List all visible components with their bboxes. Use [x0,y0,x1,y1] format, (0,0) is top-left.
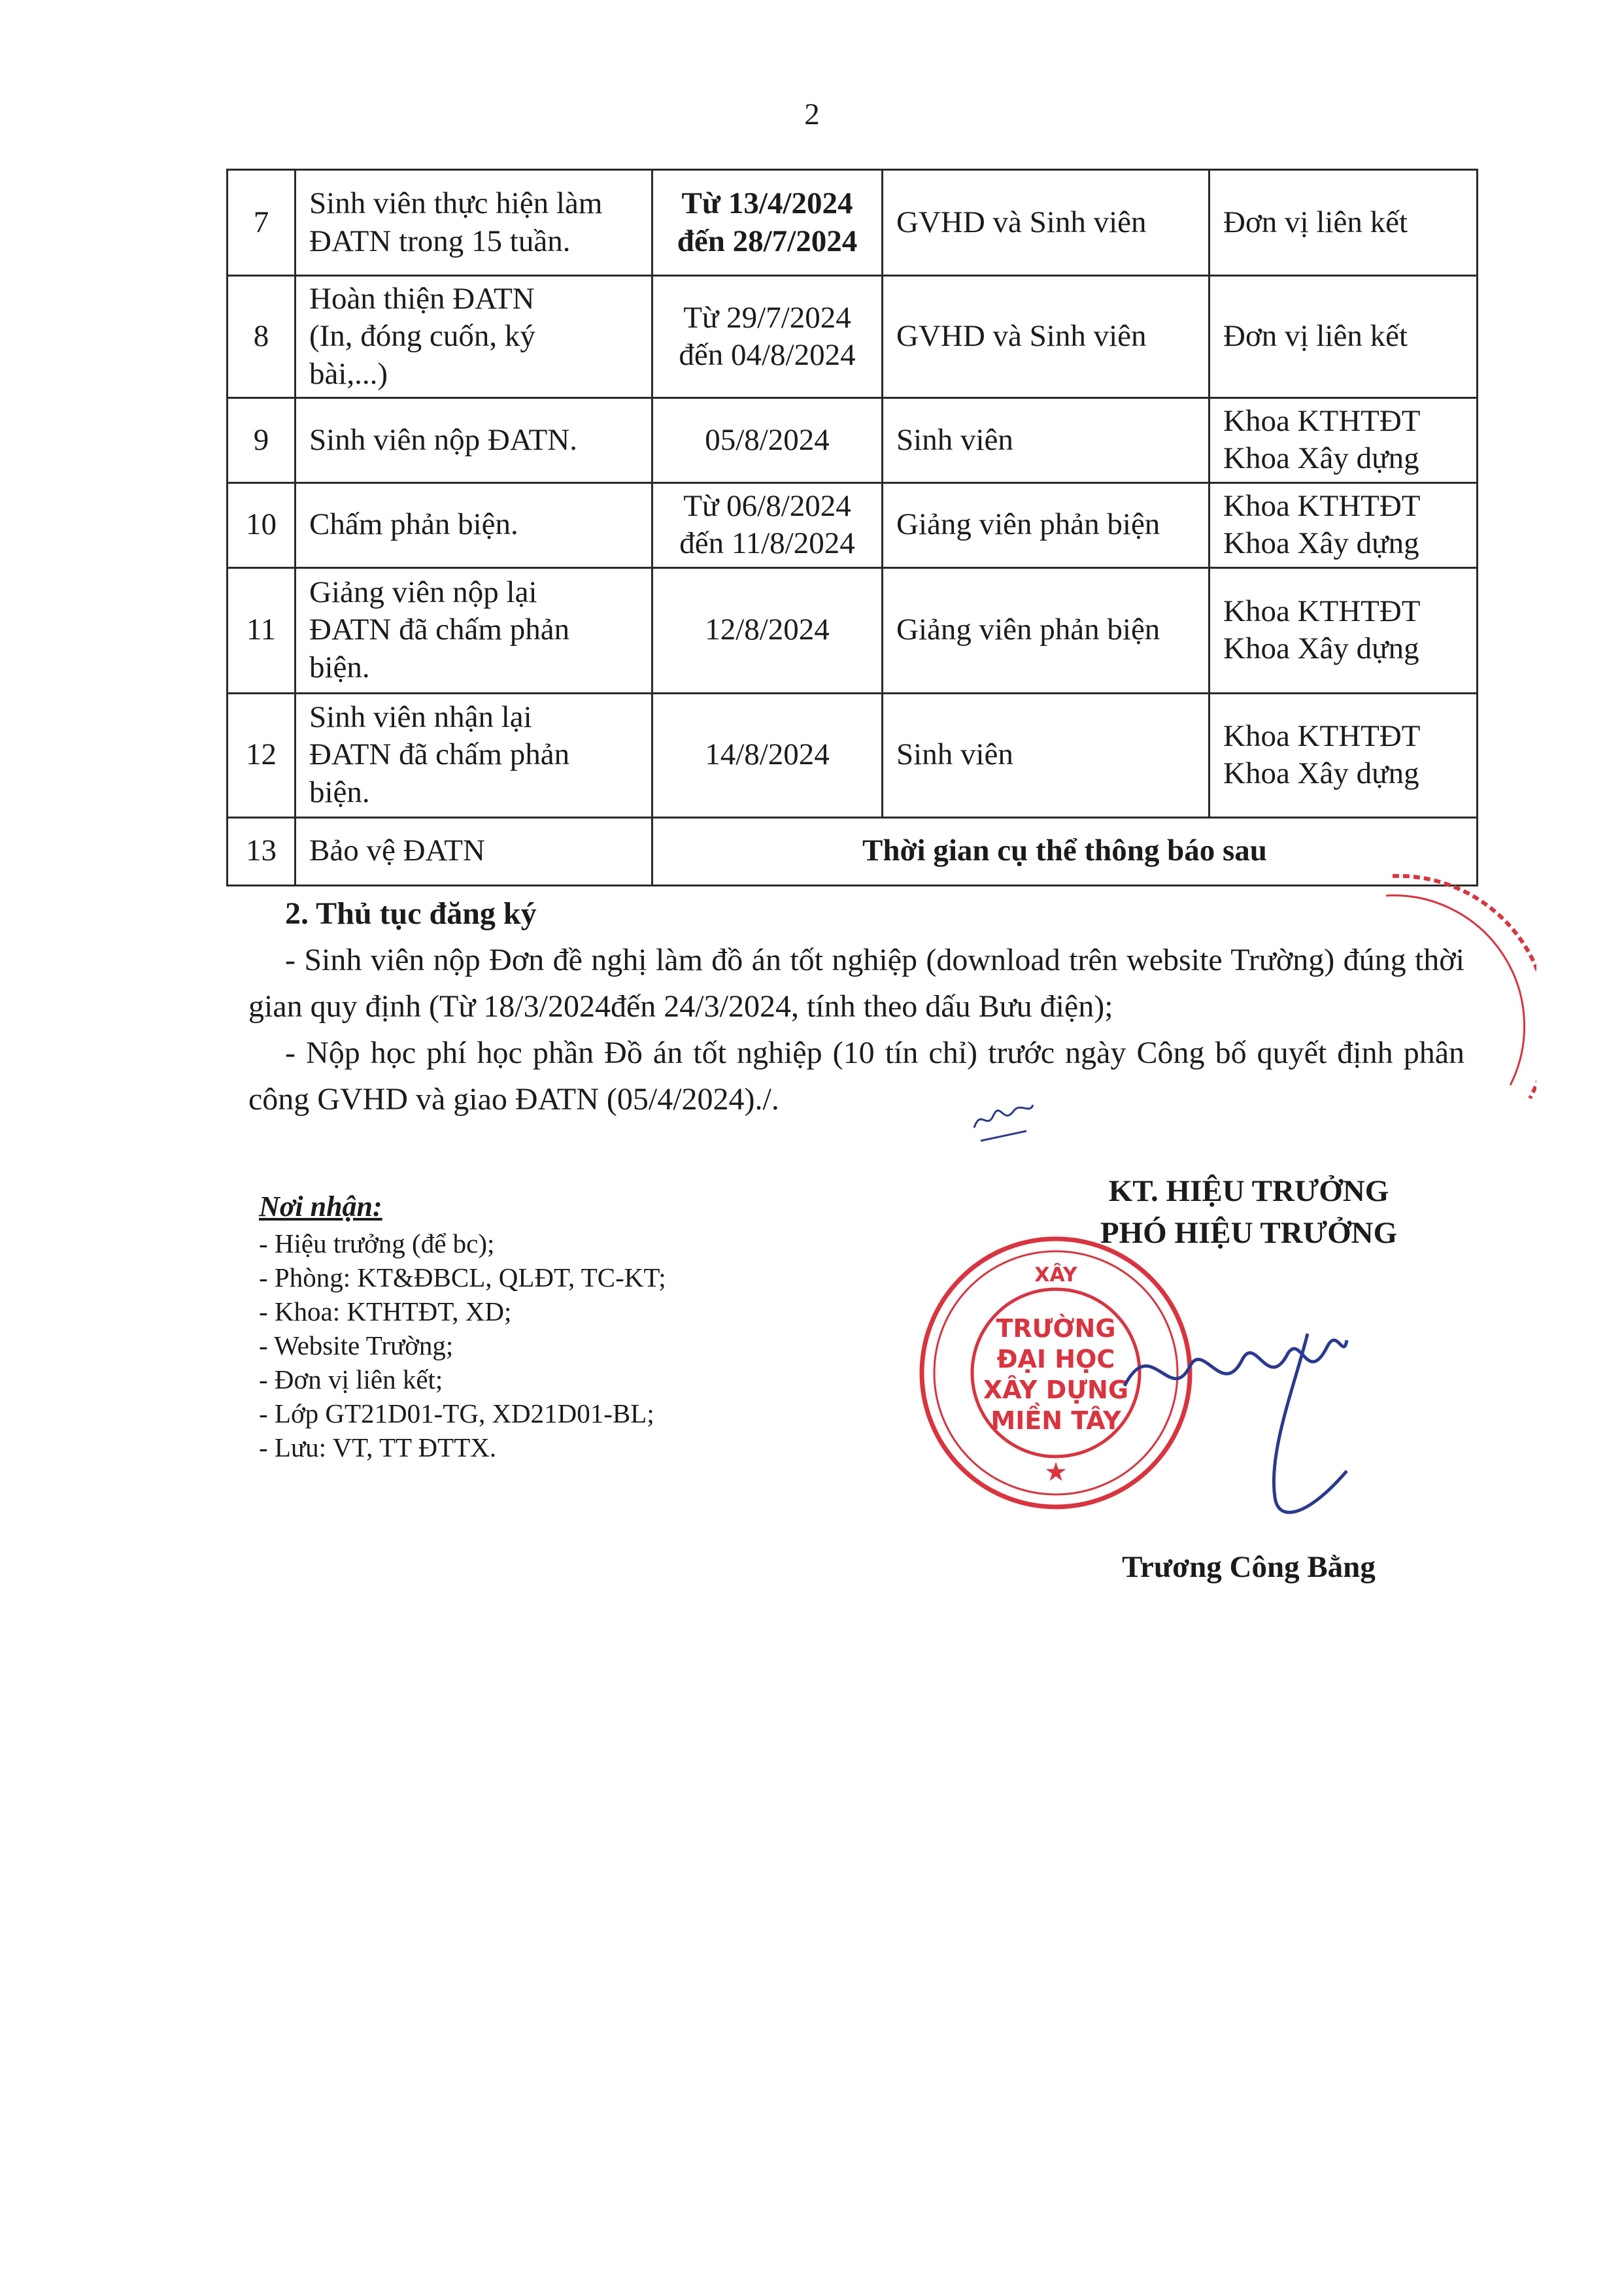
cell-step-number: 7 [228,170,296,276]
cell-time-line: đến 11/8/2024 [679,526,855,561]
cell-unit [1210,482,1478,567]
signature-line-1: KT. HIỆU TRƯỞNG [1108,1174,1389,1208]
cell-unit [1210,567,1478,693]
cell-unit-line: Khoa KTHTĐT [1223,488,1421,523]
cell-responsible: Sinh viên [883,397,1210,482]
recipient-item: - Phòng: KT&ĐBCL, QLĐT, TC-KT; [259,1262,666,1292]
cell-unit [1210,397,1478,482]
cell-task-line: Hoàn thiện ĐATN [309,282,535,316]
cell-responsible: GVHD và Sinh viên [883,170,1210,276]
cell-unit-line: Đơn vị liên kết [1223,319,1408,354]
cell-unit-line: Khoa KTHTĐT [1223,718,1421,753]
page-number: 2 [804,97,820,131]
procedure-paragraph-1: - Sinh viên nộp Đơn đề nghị làm đồ án tốt nghiệp (download trên website Trường) đúng thời gian quy định (Từ 18/3/2024đến 24/3/2024, tính theo dấu Bưu điện); [248,943,1464,1024]
cell-task [296,170,652,276]
recipient-item: - Hiệu trưởng (để bc); [259,1228,495,1258]
cell-time-line: Từ 06/8/2024 [683,488,851,523]
cell-step-number: 13 [228,817,296,885]
cell-task-line: biện. [309,650,370,684]
cell-time [652,170,883,276]
cell-task-line: biện. [309,775,370,809]
table-row [228,170,1478,276]
partial-seal-stamp [1379,850,1536,1151]
table-row [228,693,1478,817]
schedule-table [226,169,1478,886]
cell-time [652,567,883,693]
cell-task [296,397,652,482]
svg-text:XÂY: XÂY [1034,1264,1077,1287]
cell-unit [1210,276,1478,398]
section-heading: 2. Thủ tục đăng ký [285,896,537,931]
cell-responsible: Giảng viên phản biện [883,567,1210,693]
cell-time-line: đến 28/7/2024 [677,224,858,258]
svg-text:MIỀN TÂY: MIỀN TÂY [990,1406,1121,1435]
cell-task-line: Giảng viên nộp lại [309,575,537,610]
cell-unit-line: Khoa KTHTĐT [1223,594,1421,628]
cell-unit-line: Khoa KTHTĐT [1223,403,1421,438]
cell-time-line: đến 04/8/2024 [679,337,856,372]
cell-task-line: Sinh viên nhận lại [309,700,532,735]
cell-merged-note: Thời gian cụ thể thông báo sau [652,817,1478,885]
cell-time [652,397,883,482]
cell-unit [1210,170,1478,276]
cell-task-line: bài,...) [309,356,388,391]
cell-time-line: Từ 29/7/2024 [683,300,851,335]
cell-unit-line: Khoa Xây dựng [1223,632,1419,666]
svg-text:XÂY DỰNG: XÂY DỰNG [983,1375,1129,1404]
cell-step-number: 10 [228,482,296,567]
cell-time-line: 12/8/2024 [705,613,830,647]
cell-task-line: Chấm phản biện. [309,507,518,542]
cell-step-number: 9 [228,397,296,482]
cell-task [296,482,652,567]
cell-time-line: 14/8/2024 [705,737,830,772]
cell-unit [1210,693,1478,817]
cell-responsible: Giảng viên phản biện [883,482,1210,567]
initials-mark [968,1095,1040,1147]
cell-unit-line: Khoa Xây dựng [1223,526,1419,561]
recipients-list [259,1226,847,1464]
cell-task: Bảo vệ ĐATN [296,817,652,885]
cell-task-line: ĐATN đã chấm phản [309,737,570,772]
cell-time [652,482,883,567]
cell-task-line: (In, đóng cuốn, ký [309,319,535,354]
recipients-title: Nơi nhận: [259,1190,382,1223]
cell-task [296,693,652,817]
cell-task-line: ĐATN trong 15 tuần. [309,224,571,258]
handwritten-signature [1111,1307,1360,1530]
cell-time-line: Từ 13/4/2024 [681,186,853,221]
recipient-item: - Website Trường; [259,1330,454,1360]
recipient-item: - Khoa: KTHTĐT, XD; [259,1296,512,1326]
cell-task-line: ĐATN đã chấm phản [309,613,570,647]
table-row [228,276,1478,398]
cell-task [296,276,652,398]
cell-step-number: 8 [228,276,296,398]
table-row [228,817,1478,885]
recipient-item: - Lớp GT21D01-TG, XD21D01-BL; [259,1398,654,1428]
table-row [228,567,1478,693]
cell-unit-line: Khoa Xây dựng [1223,756,1419,791]
cell-step-number: 12 [228,693,296,817]
table-row [228,482,1478,567]
svg-text:★: ★ [1044,1457,1068,1487]
signature-line-2: PHÓ HIỆU TRƯỞNG [1100,1216,1398,1250]
cell-step-number: 11 [228,567,296,693]
procedure-paragraph-2: - Nộp học phí học phần Đồ án tốt nghiệp (10 tín chỉ) trước ngày Công bố quyết định phân công GVHD và giao ĐATN (05/4/2024)./. [248,1036,1464,1117]
signer-name: Trương Công Bằng [1122,1550,1376,1584]
cell-task-line: Sinh viên thực hiện làm [309,186,603,221]
cell-unit-line: Khoa Xây dựng [1223,441,1419,476]
table-row [228,397,1478,482]
recipient-item: - Đơn vị liên kết; [259,1364,443,1394]
svg-text:ĐẠI HỌC: ĐẠI HỌC [996,1345,1115,1374]
cell-task-line: Sinh viên nộp ĐATN. [309,422,577,457]
cell-unit-line: Đơn vị liên kết [1223,205,1408,239]
cell-time [652,693,883,817]
svg-text:TRƯỜNG: TRƯỜNG [996,1314,1116,1343]
recipients-block [259,1190,847,1464]
cell-time [652,276,883,398]
cell-responsible: Sinh viên [883,693,1210,817]
cell-time-line: 05/8/2024 [705,422,830,457]
registration-procedure [248,890,1464,1122]
cell-responsible: GVHD và Sinh viên [883,276,1210,398]
cell-task [296,567,652,693]
recipient-item: - Lưu: VT, TT ĐTTX. [259,1432,497,1462]
